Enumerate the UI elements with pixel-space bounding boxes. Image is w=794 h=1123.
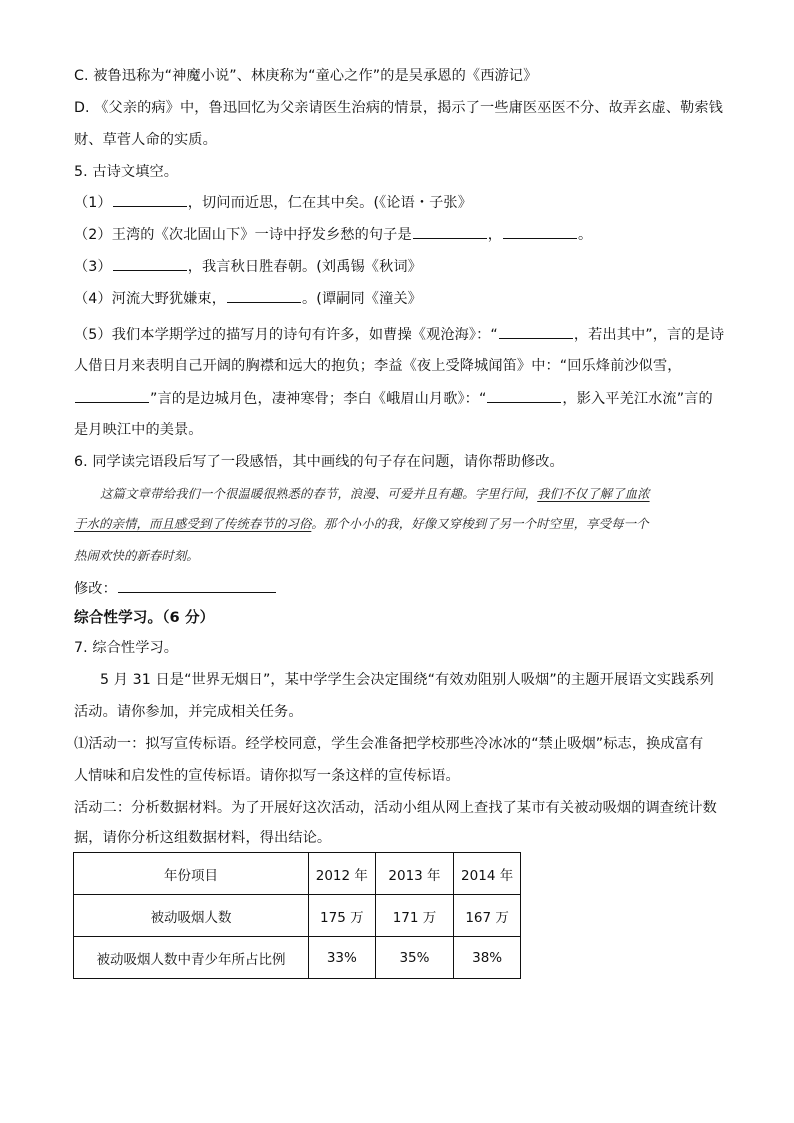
question-6-title: 6. 同学读完语段后写了一段感悟，其中画线的句子存在问题，请你帮助修改。 xyxy=(74,454,564,470)
reflection-text: 这篇文章带给我们一个很温暖很熟悉的春节，浪漫、可爱并且有趣。字里行间， xyxy=(100,486,538,501)
table-row xyxy=(74,895,521,937)
table-header-cell: 2012 年 xyxy=(308,853,375,895)
reflection-line-1 xyxy=(100,484,720,504)
revise-label: 修改： xyxy=(74,581,117,597)
table-cell: 35% xyxy=(375,937,454,979)
revise-line xyxy=(74,578,734,599)
table-cell: 171 万 xyxy=(375,895,454,937)
poem-fill-4-end: 。(谭嗣同《潼关》 xyxy=(302,291,422,307)
poem-fill-1-prefix: （1） xyxy=(74,195,112,211)
poem-fill-3-text: ，我言秋日胜春朝。(刘禹锡《秋词》 xyxy=(187,259,422,275)
poem-fill-5-text-b: ，若出其中”，言的是诗 xyxy=(573,327,725,343)
poem-fill-2 xyxy=(74,224,734,245)
answer-blank[interactable] xyxy=(227,288,301,303)
poem-fill-2-comma: ， xyxy=(487,227,503,243)
activity-1-line-2: 人情味和启发性的宣传标语。请你拟写一条这样的宣传标语。 xyxy=(74,768,460,784)
section-title: 综合性学习。（6 分） xyxy=(74,609,215,626)
scenario-line-1: 5 月 31 日是“世界无烟日”，某中学学生会决定围绕“有效劝阻别人吸烟”的主题开展语文实践系列 xyxy=(100,672,714,688)
poem-fill-5-text-d: ”言的是边城月色，凄神寒骨；李白《峨眉山月歌》：“ xyxy=(150,391,487,407)
poem-fill-3 xyxy=(74,256,734,277)
poem-fill-2-text: （2）王湾的《次北固山下》一诗中抒发乡愁的句子是 xyxy=(74,227,412,243)
poem-fill-5-line4: 是月映江中的美景。 xyxy=(74,422,203,438)
activity-2-line-2: 据，请你分析这组数据材料，得出结论。 xyxy=(74,830,332,846)
reflection-line-2 xyxy=(74,514,720,534)
revise-answer-blank[interactable] xyxy=(118,578,276,593)
table-header-row xyxy=(74,853,521,895)
table-cell: 被动吸烟人数 xyxy=(74,895,309,937)
table-header-cell: 2013 年 xyxy=(375,853,454,895)
answer-blank[interactable] xyxy=(487,388,561,403)
answer-blank[interactable] xyxy=(503,224,577,239)
table-cell: 175 万 xyxy=(308,895,375,937)
poem-fill-5-line3 xyxy=(74,388,734,409)
table-header-cell: 年份项目 xyxy=(74,853,309,895)
poem-fill-4-text: （4）河流大野犹嫌束， xyxy=(74,291,227,307)
question-5-title: 5. 古诗文填空。 xyxy=(74,164,179,180)
poem-fill-2-end: 。 xyxy=(578,227,593,243)
table-cell: 33% xyxy=(308,937,375,979)
table-cell: 167 万 xyxy=(454,895,521,937)
option-d-cont: 财、草菅人命的实质。 xyxy=(74,132,217,148)
question-7-title: 7. 综合性学习。 xyxy=(74,640,179,656)
underlined-sentence: 我们不仅了解了血浓 xyxy=(537,486,650,501)
answer-blank[interactable] xyxy=(113,192,187,207)
poem-fill-5-line1 xyxy=(74,324,734,345)
underlined-sentence: 于水的亲情，而且感受到了传统春节的习俗 xyxy=(74,516,312,531)
poem-fill-3-prefix: （3） xyxy=(74,259,112,275)
table-header-cell: 2014 年 xyxy=(454,853,521,895)
activity-2-line-1: 活动二：分析数据材料。为了开展好这次活动，活动小组从网上查找了某市有关被动吸烟的调查统计数 xyxy=(74,800,717,816)
option-d: D. 《父亲的病》中，鲁迅回忆为父亲请医生治病的情景，揭示了一些庸医巫医不分、故弄玄虚、勒索钱 xyxy=(74,100,723,116)
scenario-line-2: 活动。请你参加，并完成相关任务。 xyxy=(74,704,303,720)
table-cell: 38% xyxy=(454,937,521,979)
table-cell: 被动吸烟人数中青少年所占比例 xyxy=(74,937,309,979)
poem-fill-1-text: ，切问而近思，仁在其中矣。(《论语・子张》 xyxy=(187,195,472,211)
answer-blank[interactable] xyxy=(75,388,149,403)
answer-blank[interactable] xyxy=(113,256,187,271)
smoking-data-table xyxy=(73,852,521,979)
activity-1-line-1: ⑴活动一：拟写宣传标语。经学校同意，学生会准备把学校那些冷冰冰的“禁止吸烟”标志，换成富有 xyxy=(74,736,704,752)
answer-blank[interactable] xyxy=(499,324,573,339)
answer-blank[interactable] xyxy=(413,224,487,239)
poem-fill-5-text-e: ，影入平羌江水流”言的 xyxy=(562,391,713,407)
table-row xyxy=(74,937,521,979)
poem-fill-5-text-a: （5）我们本学期学过的描写月的诗句有许多，如曹操《观沧海》：“ xyxy=(74,327,498,343)
reflection-line-3: 热闹欢快的新春时刻。 xyxy=(74,548,199,563)
option-c: C. 被鲁迅称为“神魔小说”、林庚称为“童心之作”的是吴承恩的《西游记》 xyxy=(74,68,538,84)
reflection-text: 。那个小小的我，好像又穿梭到了另一个时空里，享受每一个 xyxy=(311,516,649,531)
poem-fill-4 xyxy=(74,288,734,309)
poem-fill-5-line2: 人借日月来表明自己开阔的胸襟和远大的抱负；李益《夜上受降城闻笛》中：“回乐烽前沙似雪， xyxy=(74,358,682,374)
poem-fill-1 xyxy=(74,192,734,213)
